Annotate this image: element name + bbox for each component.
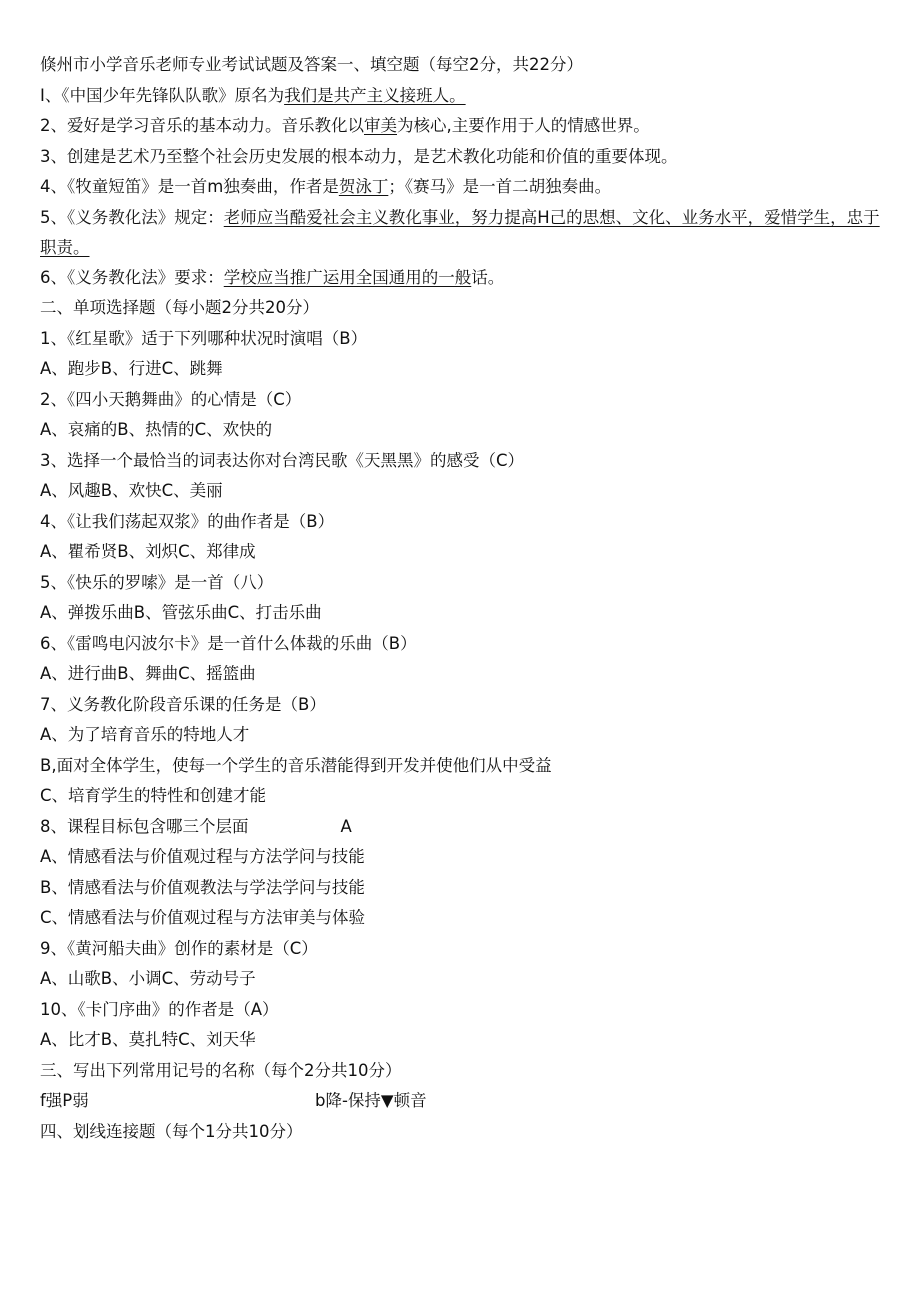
choice-line: B、情感看法与价值观教法与学法学问与技能 [40,877,365,897]
choice-line: A、山歌B、小调C、劳动号子 [40,969,256,988]
fill-question-4 [40,172,890,203]
choice-line: C、培育学生的特性和创建才能 [40,786,267,805]
symbol-names-left: f强P弱 [40,1091,89,1110]
choice-line: A、比才B、莫扎特C、刘天华 [40,1030,256,1049]
choice-question-8 [40,812,890,843]
choice-line: 4、《让我们荡起双浆》的曲作者是（B） [40,511,335,531]
choice-line: A、进行曲B、舞曲C、摇篮曲 [40,664,256,683]
question-text: ；《赛马》是一首二胡独奏曲。 [388,177,612,196]
symbol-names-right: b降-保持▼顿音 [315,1091,427,1110]
question-text: 话。 [471,267,505,287]
question-text: 6、《义务教化法》要求： [40,267,224,287]
question-text: 2、爱好是学习音乐的基本动力。音乐教化以 [40,116,364,135]
choice-line: 1、《红星歌》适于下列哪种状况时演唱（B） [40,328,368,348]
choice-line: A、跑步B、行进C、跳舞 [40,359,223,378]
fill-question-2 [40,111,890,142]
fill-question-3: 3、创建是艺术乃至整个社会历史发展的根本动力，是艺术教化功能和价值的重要体现。 [40,146,678,166]
answer-text: A [340,816,352,836]
choice-line: 6、《雷鸣电闪波尔卡》是一首什么体裁的乐曲（B） [40,633,417,653]
question-text: 5、《义务教化法》规定： [40,207,224,227]
choice-line: A、瞿希贤B、刘炽C、郑律成 [40,542,256,561]
question-text: 8、课程目标包含哪三个层面 [40,816,249,836]
symbol-names-line [40,1086,890,1117]
answer-text: 我们是共产主义接班人。 [284,85,466,105]
choice-line: C、情感看法与价值观过程与方法审美与体验 [40,908,366,927]
choice-line: A、为了培育音乐的特地人才 [40,725,250,744]
choice-line: A、情感看法与价值观过程与方法学问与技能 [40,847,365,866]
question-text: 为核心,主要作用于人的情感世界。 [397,116,650,135]
answer-text: 审美 [364,116,397,135]
choice-line: 2、《四小天鹅舞曲》的心情是（C） [40,389,302,409]
choice-line: A、风趣B、欢快C、美丽 [40,481,223,500]
section-4-heading: 四、划线连接题（每个1分共10分） [40,1121,303,1141]
section-2-heading: 二、单项选择题（每小题2分共20分） [40,298,319,317]
choice-line: B,面对全体学生，使每一个学生的音乐潜能得到开发并使他们从中受益 [40,755,552,775]
document-title: 倏州市小学音乐老师专业考试试题及答案一、填空题（每空2分，共22分） [40,55,583,74]
section-3-heading: 三、写出下列常用记号的名称（每个2分共10分） [40,1060,402,1080]
choice-line: A、哀痛的B、热情的C、欢快的 [40,420,273,439]
choice-line: 7、义务教化阶段音乐课的任务是（B） [40,694,326,714]
choice-line: A、弹拨乐曲B、管弦乐曲C、打击乐曲 [40,603,322,622]
fill-question-5 [40,203,890,263]
choice-line: 3、选择一个最恰当的词表达你对台湾民歌《天黑黑》的感受（C） [40,450,525,470]
fill-question-6 [40,263,890,294]
choice-line: 9、《黄河船夫曲》创作的素材是（C） [40,938,318,958]
answer-text: 学校应当推广运用全国通用的一般 [223,267,472,287]
answer-text: 贺泳丁 [338,177,389,196]
question-text: I、《中国少年先锋队队歌》原名为 [40,85,285,105]
fill-question-1 [40,81,890,112]
document-page [40,50,890,1147]
choice-line: 10、《卡门序曲》的作者是（A） [40,999,279,1019]
question-text: 4、《牧童短笛》是一首m独奏曲，作者是 [40,177,339,196]
answer-text: 老师应当酷爱社会主义教化事业，努力提高H己的思想、文化、业务水平，爱惜学生，忠于职责。 [40,207,880,257]
choice-line: 5、《快乐的罗嗦》是一首（八） [40,572,274,592]
